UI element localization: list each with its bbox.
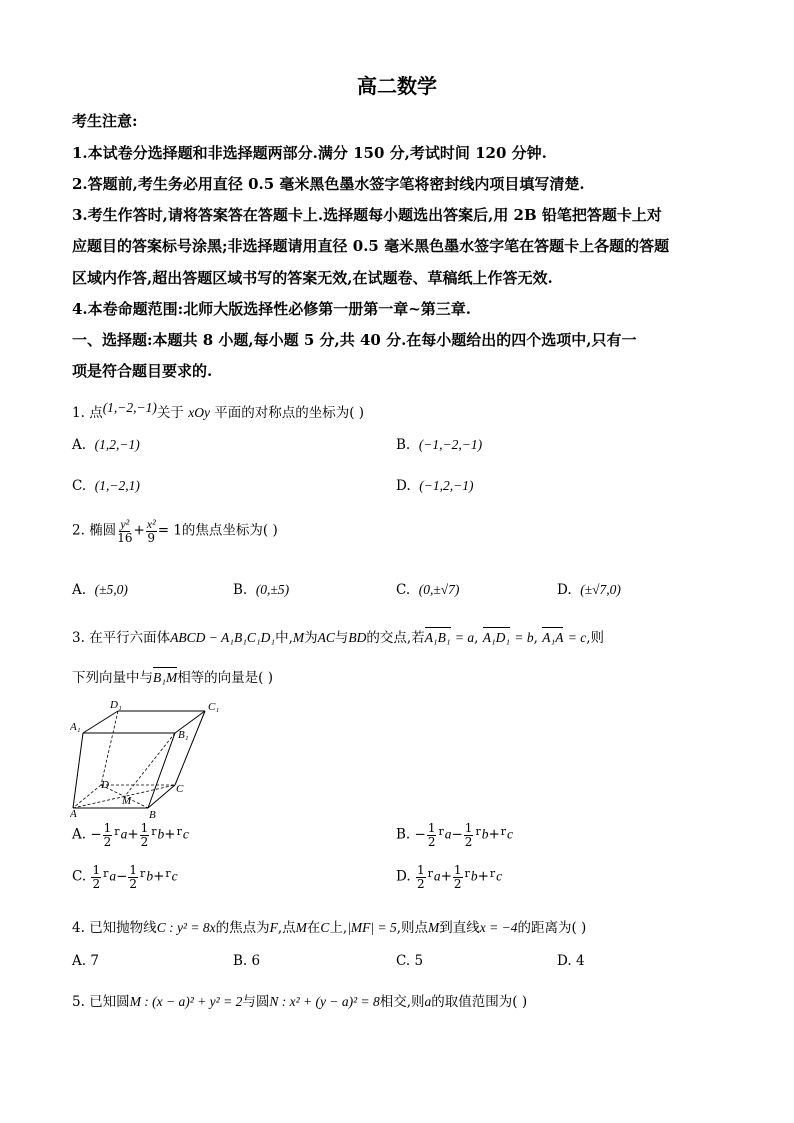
- frac-num: y²: [120, 517, 130, 531]
- operator: +: [440, 868, 452, 885]
- option-value: (0,±5): [255, 582, 290, 597]
- option-value: 7: [90, 953, 99, 969]
- vector-mark: r: [489, 866, 496, 880]
- fraction-half: [464, 822, 474, 848]
- option-value: (0,±√7): [418, 582, 460, 597]
- edge-DA: [73, 785, 101, 808]
- math-a: a: [424, 994, 432, 1009]
- option-label: A.: [72, 437, 87, 453]
- fraction-half: [140, 822, 150, 848]
- vector-c: c: [182, 826, 189, 842]
- option-label: C.: [72, 478, 87, 494]
- option-label: C.: [396, 582, 411, 598]
- stem-text: 的距离为( ): [517, 920, 587, 936]
- question-number: 2.: [72, 522, 85, 539]
- option-label: B.: [396, 826, 411, 843]
- stem-text: 平面的对称点的坐标为( ): [214, 405, 365, 421]
- notice-item: 1.本试卷分选择题和非选择题两部分.满分 150 分,考试时间 120 分钟.: [72, 144, 547, 162]
- option-b[interactable]: [396, 437, 482, 453]
- stem-text: 已知圆: [89, 994, 130, 1010]
- stem-text: ,则: [586, 630, 605, 646]
- stem-text: 关于: [156, 405, 184, 421]
- option-label: C.: [72, 868, 87, 885]
- frac-den: 2: [92, 876, 101, 891]
- frac-num: 1: [427, 821, 436, 835]
- frac-den: 9: [147, 530, 156, 545]
- math-F: F: [269, 920, 278, 935]
- question-number: 3.: [72, 630, 85, 646]
- stem-text: 的焦点为: [215, 920, 270, 936]
- frac-num: 1: [453, 863, 462, 877]
- frac-num: 1: [464, 821, 473, 835]
- notice-item: 区域内作答,超出答题区域书写的答案无效,在试题卷、草稿纸上作答无效.: [72, 269, 553, 287]
- option-label: B.: [233, 582, 248, 598]
- vector-mark: r: [114, 824, 120, 838]
- frac-den: 2: [129, 876, 138, 891]
- notice-item: 3.考生作答时,请将答案答在答题卡上.选择题每小题选出答案后,用 2B 铅笔把答题卡上对: [72, 206, 662, 224]
- math-circle-N: N : x² + (y − a)² = 8: [269, 994, 380, 1009]
- label-B: B: [149, 809, 156, 820]
- vector-mark: r: [151, 824, 157, 838]
- label-D: D: [101, 779, 109, 791]
- option-c[interactable]: [396, 953, 423, 969]
- option-d[interactable]: [396, 478, 473, 494]
- frac-num: 1: [103, 821, 112, 835]
- option-d[interactable]: [396, 864, 502, 890]
- operator: +: [153, 868, 165, 885]
- math-M: M: [428, 920, 440, 935]
- option-value: (−1,2,−1): [419, 478, 474, 493]
- vector-b: b: [470, 868, 478, 884]
- frac-num: 1: [92, 863, 101, 877]
- option-d[interactable]: [557, 953, 585, 969]
- stem-text: 相交,则: [379, 994, 425, 1010]
- notice-item: 应题目的答案标号涂黑;非选择题请用直径 0.5 毫米黑色墨水签字笔在答题卡上各题的答题: [72, 237, 670, 255]
- vector-B1M: B₁M: [153, 670, 178, 685]
- notice-heading: 考生注意:: [72, 112, 138, 130]
- vector-mark: r: [464, 866, 470, 880]
- vector-a: a: [433, 868, 441, 884]
- option-value: 6: [251, 953, 261, 969]
- label-C: C: [176, 783, 184, 795]
- stem-text: 的焦点坐标为( ): [181, 522, 278, 539]
- question-2-stem: [72, 518, 278, 544]
- operator: +: [488, 826, 500, 843]
- frac-num: 1: [140, 821, 149, 835]
- math-AC: AC: [317, 630, 335, 645]
- vector-mark: r: [438, 824, 444, 838]
- stem-text: 的取值范围为( ): [431, 994, 528, 1010]
- notice-item: 4.本卷命题范围:北师大版选择性必修第一册第一章~第三章.: [72, 300, 471, 318]
- question-number: 5.: [72, 994, 85, 1010]
- operator: −: [116, 868, 128, 885]
- option-a[interactable]: [72, 582, 128, 598]
- frac-den: 2: [453, 876, 462, 891]
- label-C1: C₁: [208, 701, 220, 713]
- option-label: D.: [557, 582, 572, 598]
- option-value: (1,2,−1): [94, 437, 140, 452]
- fraction-half: [103, 822, 113, 848]
- vector-c: c: [496, 868, 503, 884]
- label-B1: B₁: [178, 729, 189, 741]
- math-BD: BD: [348, 630, 367, 645]
- fraction-half: [416, 864, 426, 890]
- option-label: D.: [396, 478, 411, 494]
- option-a[interactable]: [72, 953, 99, 969]
- math-eq: = c: [567, 630, 587, 645]
- option-label: D.: [396, 868, 411, 885]
- label-A: A: [70, 808, 77, 820]
- frac-den: 16: [117, 530, 133, 545]
- vector-a: a: [120, 826, 128, 842]
- option-label: B.: [233, 953, 248, 969]
- frac-num: 1: [416, 863, 425, 877]
- math-parabola: C : y² = 8x: [156, 920, 216, 935]
- vector-b: b: [481, 826, 489, 842]
- vector-A1B1: A₁B₁: [424, 630, 451, 645]
- edge-D1A1: [83, 711, 118, 733]
- option-a[interactable]: [72, 437, 140, 453]
- stem-text: 中,: [275, 630, 293, 646]
- vector-mark: r: [176, 824, 182, 838]
- stem-text: 下列向量中与: [72, 670, 153, 686]
- frac-den: 2: [416, 876, 425, 891]
- sign: −: [414, 826, 426, 843]
- operator: +: [164, 826, 176, 843]
- label-M: M: [122, 795, 132, 807]
- option-value: (±5,0): [94, 582, 128, 597]
- vector-mark: r: [103, 866, 109, 880]
- option-value: 4: [575, 953, 585, 969]
- option-b[interactable]: [233, 953, 260, 969]
- vector-c: c: [171, 868, 178, 884]
- vector-mark: r: [427, 866, 433, 880]
- math-circle-M: M : (x − a)² + y² = 2: [129, 994, 243, 1009]
- frac-num: x²: [146, 517, 156, 531]
- vector-A1A: A₁A: [542, 630, 564, 645]
- notice-item: 2.答题前,考生务必用直径 0.5 毫米黑色墨水签字笔将密封线内项目填写清楚.: [72, 175, 585, 193]
- math-eq: = a: [454, 630, 475, 645]
- option-a[interactable]: [72, 822, 189, 848]
- vector-mark: r: [165, 866, 171, 880]
- question-number: 4.: [72, 920, 85, 936]
- stem-text: 椭圆: [89, 522, 117, 539]
- vector-mark: r: [140, 866, 146, 880]
- option-label: A.: [72, 826, 87, 843]
- option-d[interactable]: [557, 582, 621, 598]
- plus-sign: +: [133, 522, 145, 539]
- vector-a: a: [444, 826, 452, 842]
- stem-text: 为: [304, 630, 318, 646]
- vector-c: c: [507, 826, 514, 842]
- stem-text: 点: [89, 405, 103, 421]
- stem-text: 上,: [329, 920, 348, 936]
- question-3-stem-line2: [72, 666, 273, 686]
- option-b[interactable]: [396, 822, 513, 848]
- stem-text: 到直线: [439, 920, 480, 936]
- frac-den: 2: [103, 834, 112, 849]
- stem-text: ,则点: [396, 920, 429, 936]
- option-c[interactable]: [72, 864, 178, 890]
- section-heading-line: 项是符合题目要求的.: [72, 362, 213, 380]
- frac-den: 2: [140, 834, 149, 849]
- fraction-half: [91, 864, 101, 890]
- fraction-y2-16: [117, 518, 132, 544]
- stem-text: 在平行六面体: [89, 630, 171, 646]
- math-plane: xOy: [188, 405, 210, 420]
- question-3-stem: 3. 在平行六面体ABCD − A₁B₁C₁D₁中,M为AC与BD的交点,若A₁B₁ = a, A₁D₁ = b, A₁A = c,则: [72, 630, 605, 646]
- fraction-half: [427, 822, 437, 848]
- operator: +: [477, 868, 489, 885]
- question-4-stem: [72, 916, 586, 936]
- math-solid: ABCD − A₁B₁C₁D₁: [170, 630, 276, 645]
- parallelepiped-figure: [70, 698, 230, 820]
- question-1-stem: [72, 400, 364, 421]
- stem-text: 的交点,若: [366, 630, 425, 646]
- stem-text: 在: [306, 920, 321, 936]
- math-MF: |MF| = 5: [347, 920, 397, 935]
- option-value: (±√7,0): [580, 582, 621, 597]
- stem-text: ,点: [277, 920, 296, 936]
- fraction-x2-9: [146, 518, 157, 544]
- label-A1: A₁: [70, 721, 81, 733]
- option-value: (−1,−2,−1): [418, 437, 483, 452]
- frac-den: 2: [464, 834, 473, 849]
- option-value: (1,−2,1): [94, 478, 140, 493]
- stem-text: 已知抛物线: [89, 920, 157, 936]
- frac-den: 2: [427, 834, 436, 849]
- vector-A1D1: A₁D₁: [482, 630, 511, 645]
- equals-one: = 1: [157, 522, 182, 539]
- operator: +: [127, 826, 139, 843]
- fraction-half: [453, 864, 463, 890]
- option-label: C.: [396, 953, 411, 969]
- option-label: B.: [396, 437, 411, 453]
- option-label: A.: [72, 953, 87, 969]
- math-C: C: [320, 920, 330, 935]
- question-5-stem: [72, 990, 527, 1010]
- option-c[interactable]: [72, 478, 140, 494]
- option-value: 5: [414, 953, 424, 969]
- vector-b: b: [157, 826, 165, 842]
- sign: −: [90, 826, 102, 843]
- option-c[interactable]: [396, 582, 459, 598]
- vector-mark: r: [500, 824, 507, 838]
- vector-a: a: [109, 868, 117, 884]
- edge-D1D: [101, 711, 118, 785]
- vector-mark: r: [475, 824, 481, 838]
- option-label: D.: [557, 953, 572, 969]
- operator: −: [451, 826, 463, 843]
- math-point: (1,−2,−1): [102, 400, 157, 415]
- section-heading-line: 一、选择题:本题共 8 小题,每小题 5 分,共 40 分.在每小题给出的四个选项中,只有一: [72, 331, 637, 349]
- label-D1: D₁: [110, 699, 122, 711]
- frac-num: 1: [129, 863, 138, 877]
- math-eq: = b: [514, 630, 534, 645]
- stem-text: 相等的向量是( ): [177, 670, 274, 686]
- stem-text: 与: [334, 630, 349, 646]
- vector-b: b: [146, 868, 154, 884]
- math-line: x = −4: [479, 920, 518, 935]
- stem-text: 与圆: [242, 994, 270, 1010]
- page-title: 高二数学: [357, 74, 437, 98]
- option-b[interactable]: [233, 582, 289, 598]
- math-M: M: [295, 920, 307, 935]
- question-number: 1.: [72, 405, 85, 421]
- edge-A1A: [73, 733, 83, 808]
- math-M: M: [292, 630, 305, 645]
- fraction-half: [128, 864, 138, 890]
- option-label: A.: [72, 582, 87, 598]
